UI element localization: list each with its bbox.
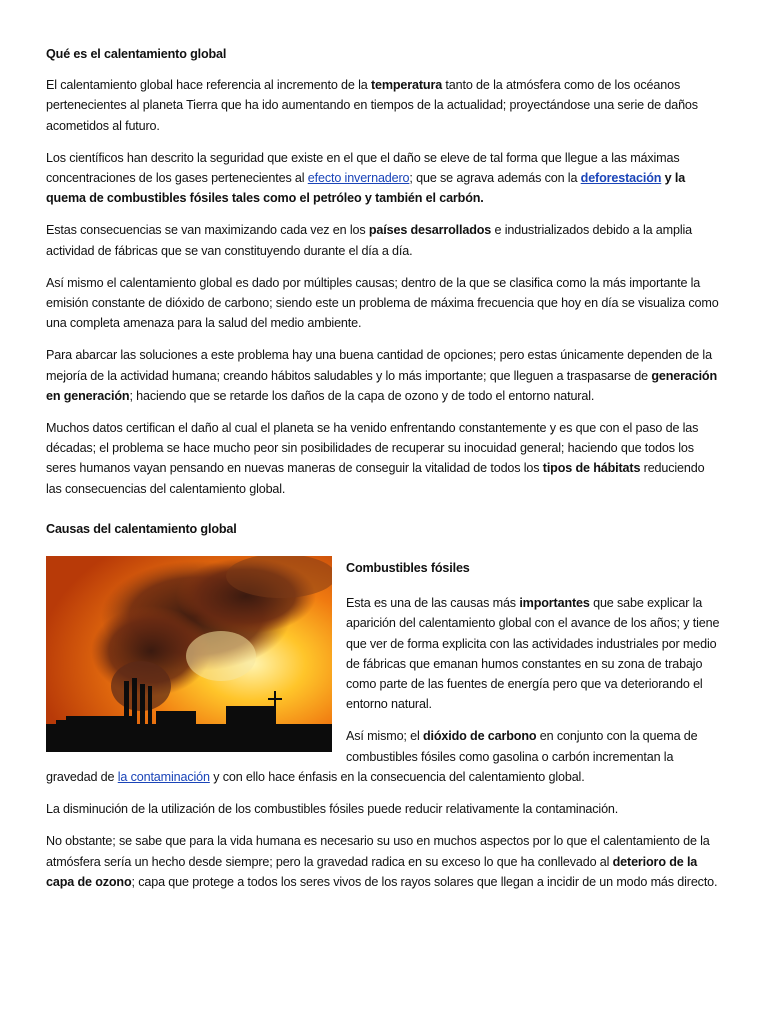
comb-p2-bold-dioxido: dióxido de carbono xyxy=(422,729,537,744)
comb-p2-text-c: y con ello hace énfasis en la consecuencia del calentamiento global. xyxy=(209,769,585,784)
paragraph-7 xyxy=(46,799,722,819)
comb-p1-text-a: Esta es una de las causas más xyxy=(346,596,520,611)
p8-bold-deterioro: deterioro de la capa de ozono xyxy=(46,854,698,889)
comb-p1-bold: importantes xyxy=(519,596,590,611)
section-title-causas: Causas del calentamiento global xyxy=(46,521,237,536)
combustibles-title: Combustibles fósiles xyxy=(346,561,470,576)
p6-text-b: reduciendo las consecuencias del calentamiento global. xyxy=(46,461,705,496)
p1-text-a: El calentamiento global hace referencia al incremento de la xyxy=(46,78,371,93)
p5-text-b: ; haciendo que se retarde los daños de la capa de ozono y de todo el entorno natural. xyxy=(129,388,595,403)
link-la-contaminacion[interactable]: la contaminación xyxy=(117,769,210,784)
p3-text-a: Estas consecuencias se van maximizando cada vez en los xyxy=(46,223,369,238)
factory-smoke-image xyxy=(46,556,332,752)
p8-text-a: No obstante; se sabe que para la vida humana es necesario su uso en muchos aspectos por lo que el calentamiento de la atmósfera sería un hecho desde siempre; pero la gravedad radica en su exceso lo que ha conllevado al xyxy=(46,834,710,869)
p2-text-b: ; que se agrava además con la xyxy=(409,171,581,186)
p2-text-a: Los científicos han descrito la seguridad que existe en el que el daño se eleve de tal forma que llegue a las máximas concentraciones de los gases pertenecientes al xyxy=(46,150,680,186)
paragraph-6 xyxy=(46,418,722,499)
p3-bold-paises: países desarrollados xyxy=(368,223,492,238)
comb-p2-text-a: Así mismo; el xyxy=(346,729,423,744)
p5-bold-generacion: generación en generación xyxy=(46,368,718,403)
p6-text-a: Muchos datos certifican el daño al cual el planeta se ha venido enfrentando constantemente y es que con el paso de las décadas; el problema se hace mucho peor sin posibilidades de recuperar su inocuidad general; haciendo que todos los seres humanos vayan pensando en nuevas maneras de conseguir la vitalidad de todos los xyxy=(46,421,699,476)
paragraph-3 xyxy=(46,220,722,260)
p6-bold-habitats: tipos de hábitats xyxy=(542,461,641,476)
p2-text-c: y la quema de combustibles fósiles tales como el petróleo y también el carbón. xyxy=(46,171,686,206)
comb-p2-text-b: en conjunto con la quema de combustibles fósiles como gasolina o carbón incrementan la gravedad de xyxy=(46,729,698,784)
comb-p1-text-b: que sabe explicar la aparición del calentamiento global con el avance de los años; y tiene que ver de forma explicita con las actividades industriales por medio de fábricas que emanan humos constantes en su zona de trabajo como parte de las fuentes de energía pero que va deteriorando el entorno natural. xyxy=(346,596,720,712)
p3-text-b: e industrializados debido a la amplia actividad de fábricas que se van constituyendo durante el día a día. xyxy=(46,223,692,258)
link-efecto-invernadero[interactable]: efecto invernadero xyxy=(307,171,410,186)
paragraph-2 xyxy=(46,148,722,209)
paragraph-8 xyxy=(46,831,722,892)
combustibles-section xyxy=(46,556,722,787)
paragraph-5 xyxy=(46,345,722,406)
p1-bold-temperatura: temperatura xyxy=(370,78,443,93)
p1-text-b: tanto de la atmósfera como de los océanos pertenecientes al planeta Tierra que ha ido aumentando en tiempos de la actualidad; proyectándose una serie de daños acometidos al futuro. xyxy=(46,78,698,133)
section-title-que-es: Qué es el calentamiento global xyxy=(46,47,227,61)
p4-text-a: Así mismo el calentamiento global es dado por múltiples causas; dentro de la que se clasifica como la más importante la emisión constante de dióxido de carbono; siendo este un problema de máxima frecuencia que hoy en día se visualiza como una completa amenaza para la salud del medio ambiente. xyxy=(46,275,719,331)
link-deforestacion[interactable]: deforestación xyxy=(580,171,662,186)
p7-text-a: La disminución de la utilización de los combustibles fósiles puede reducir relativamente la contaminación. xyxy=(46,802,619,817)
paragraph-4 xyxy=(46,273,722,334)
p5-text-a: Para abarcar las soluciones a este problema hay una buena cantidad de opciones; pero estas únicamente dependen de la mejoría de la actividad humana; creando hábitos saludables y lo más importante; que lleguen a traspasarse de xyxy=(46,348,712,383)
p8-text-b: ; capa que protege a todos los seres vivos de los rayos solares que llegan a incidir de un modo más directo. xyxy=(131,874,718,889)
paragraph-1 xyxy=(46,75,722,136)
